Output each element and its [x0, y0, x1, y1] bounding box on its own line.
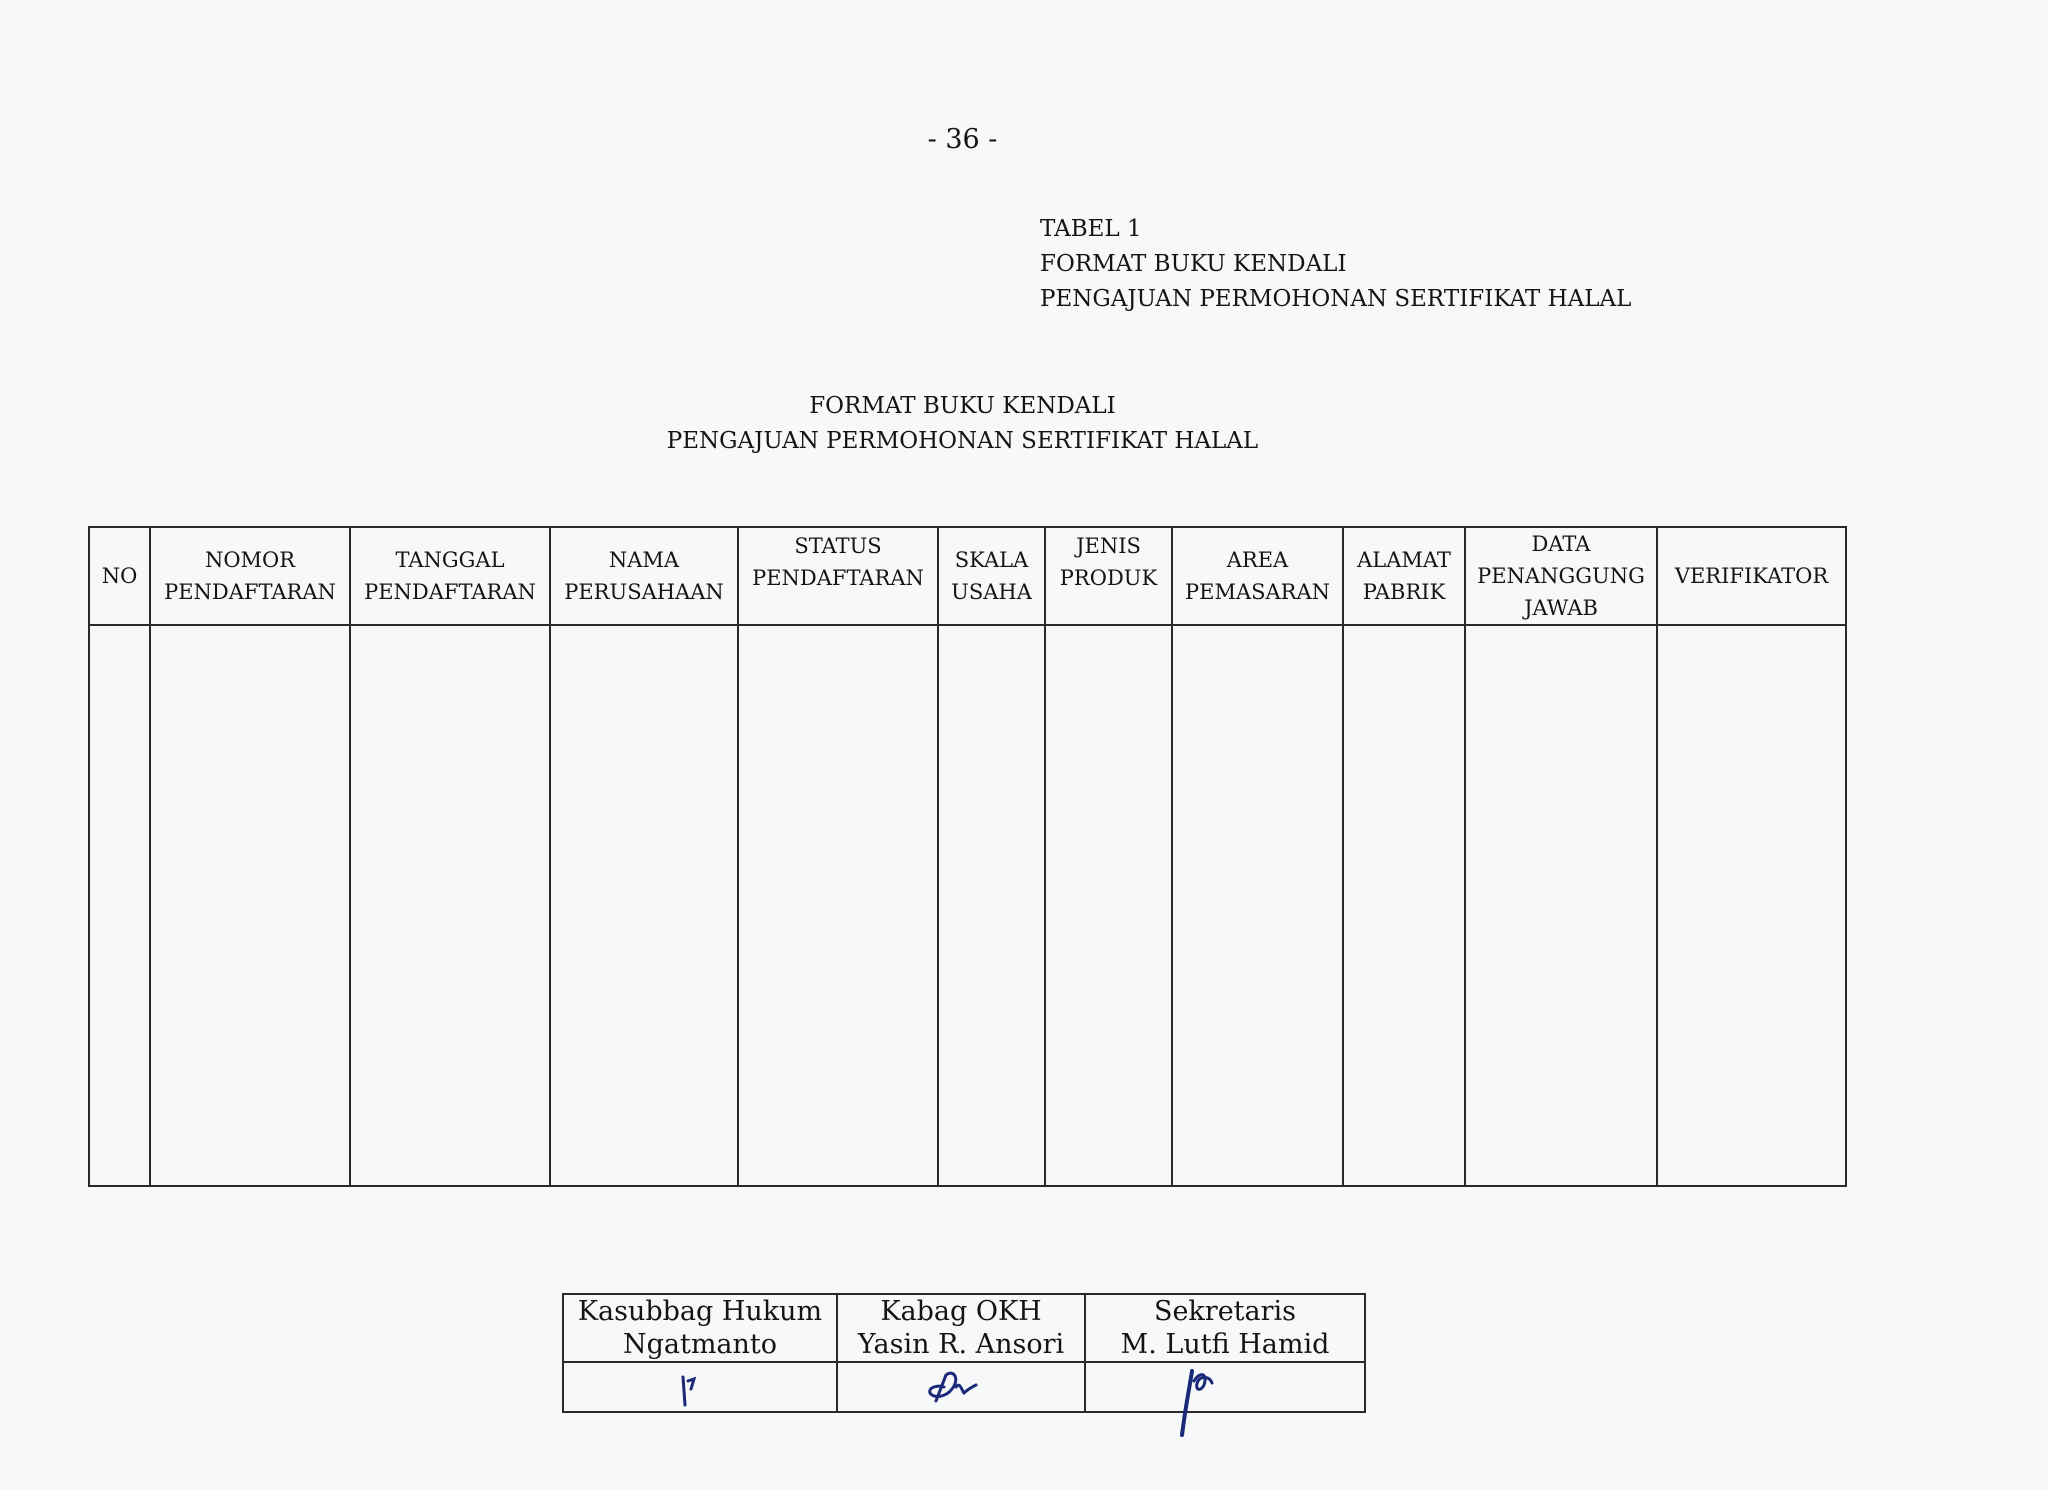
- signature-cell: [563, 1362, 837, 1412]
- approval-names-row: [563, 1294, 1365, 1362]
- approval-signatures-row: [563, 1362, 1365, 1412]
- approver-cell-kasubbag: [563, 1294, 837, 1362]
- approver-name: Yasin R. Ansori: [857, 1329, 1065, 1360]
- table-cell: [1465, 625, 1657, 1186]
- caption-table-number: TABEL 1: [1040, 216, 1142, 242]
- table-cell: [350, 625, 550, 1186]
- header-data-penanggung-jawab: DATA PENANGGUNG JAWAB: [1465, 527, 1657, 625]
- initial-signature-mark: [1086, 1363, 1364, 1411]
- header-nama-perusahaan: NAMA PERUSAHAAN: [550, 527, 738, 625]
- approver-name: M. Lutfi Hamid: [1120, 1329, 1330, 1360]
- table-cell: [738, 625, 938, 1186]
- caption-format-title: FORMAT BUKU KENDALI: [1040, 251, 1347, 277]
- approver-cell-sekretaris: [1085, 1294, 1365, 1362]
- table-caption: [1040, 212, 1631, 317]
- document-title: [0, 389, 1925, 459]
- header-jenis-produk: JENIS PRODUK: [1045, 527, 1172, 625]
- initial-signature-mark: [564, 1363, 836, 1411]
- approver-role: Kasubbag Hukum: [577, 1296, 823, 1327]
- page-number: - 36 -: [927, 124, 998, 155]
- initial-signature-mark: [838, 1363, 1084, 1411]
- header-alamat-pabrik: ALAMAT PABRIK: [1343, 527, 1465, 625]
- table-cell: [1657, 625, 1846, 1186]
- table-cell: [1045, 625, 1172, 1186]
- caption-subject: PENGAJUAN PERMOHONAN SERTIFIKAT HALAL: [1040, 286, 1632, 312]
- approver-cell-kabag: [837, 1294, 1085, 1362]
- signature-cell: [1085, 1362, 1365, 1412]
- table-cell: [1343, 625, 1465, 1186]
- approver-name: Ngatmanto: [622, 1329, 778, 1360]
- table-header-row: [89, 527, 1846, 625]
- document-title-line1: FORMAT BUKU KENDALI: [809, 393, 1116, 419]
- header-area-pemasaran: AREA PEMASARAN: [1172, 527, 1343, 625]
- approver-role: Sekretaris: [1153, 1296, 1297, 1327]
- document-title-line2: PENGAJUAN PERMOHONAN SERTIFIKAT HALAL: [666, 428, 1259, 454]
- header-no: NO: [89, 527, 150, 625]
- table-cell: [89, 625, 150, 1186]
- table-cell: [550, 625, 738, 1186]
- header-tanggal-pendaftaran: TANGGAL PENDAFTARAN: [350, 527, 550, 625]
- control-book-table: [88, 526, 1847, 1187]
- table-cell: [1172, 625, 1343, 1186]
- table-row: [89, 625, 1846, 1186]
- approver-role: Kabag OKH: [880, 1296, 1042, 1327]
- table-cell: [938, 625, 1045, 1186]
- header-skala-usaha: SKALA USAHA: [938, 527, 1045, 625]
- header-verifikator: VERIFIKATOR: [1657, 527, 1846, 625]
- approval-table: [562, 1293, 1366, 1413]
- header-status-pendaftaran: STATUS PENDAFTARAN: [738, 527, 938, 625]
- header-nomor-pendaftaran: NOMOR PENDAFTARAN: [150, 527, 350, 625]
- signature-cell: [837, 1362, 1085, 1412]
- table-cell: [150, 625, 350, 1186]
